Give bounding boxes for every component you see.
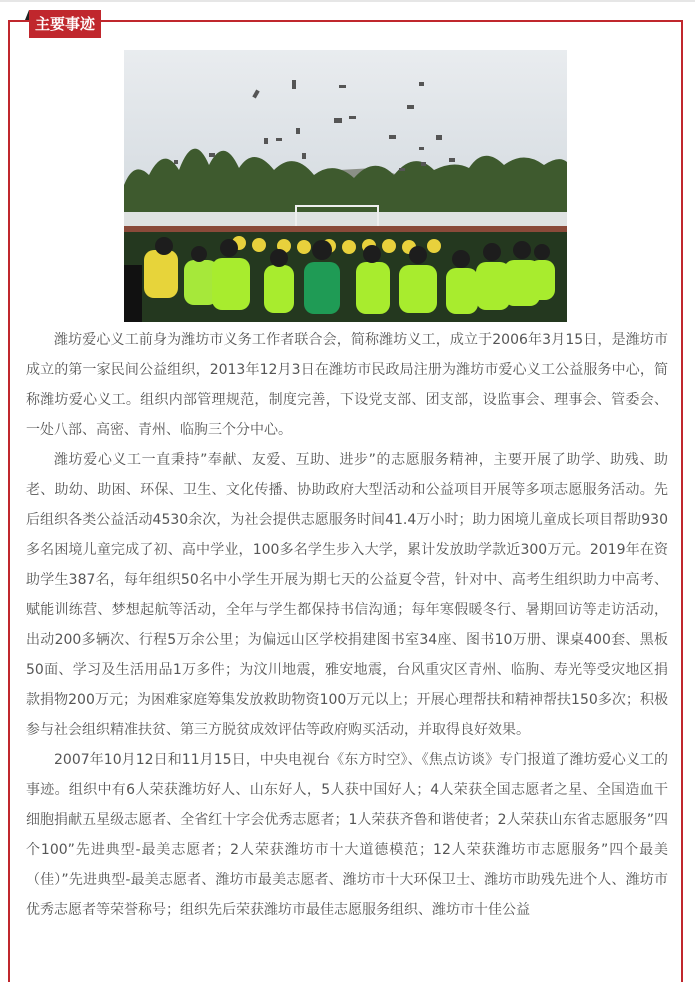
volunteers-photo [124, 50, 567, 322]
paragraph-intro: 潍坊爱心义工前身为潍坊市义务工作者联合会，简称潍坊义工，成立于2006年3月15日，是潍坊市成立的第一家民间公益组织，2013年12月3日在潍坊市民政局注册为潍坊市爱心义工公益服务中心，简称潍坊爱心义工。组织内部管理规范，制度完善，下设党支部、团支部，设监事会、理事会、管委会、一处八部、高密、青州、临朐三个分中心。 [26, 332, 668, 438]
paragraph-activities: 潍坊爱心义工一直秉持”奉献、友爱、互助、进步”的志愿服务精神，主要开展了助学、助残、助老、助幼、助困、环保、卫生、文化传播、协助政府大型活动和公益项目开展等多项志愿服务活动。先后组织各类公益活动4530余次，为社会提供志愿服务时间41.4万小时；助力困境儿童成长项目帮助930多名困境儿童完成了初、高中学业，100多名学生步入大学，累计发放助学款近300万元。2019年在资助学生387名，每年组织50名中小学生开展为期七天的公益夏令营，针对中、高考生组织助力中高考、赋能训练营、梦想起航等活动，全年与学生都保持书信沟通；每年寒假暖冬行、暑期回访等走访活动，出动200多辆次、行程5万余公里；为偏远山区学校捐建图书室34座、图书10万册、课桌400套、黑板50面、学习及生活用品1万多件；为汶川地震，雅安地震，台风重灾区青州、临朐、寿光等受灾地区捐款捐物200万元；为困难家庭筹集发放救助物资100万元以上；开展心理帮扶和精神帮扶150多次；积极参与社会组织精准扶贫、第三方脱贫成效评估等政府购买活动，并取得良好效果。 [26, 452, 668, 738]
article-body [26, 325, 668, 925]
top-divider [0, 0, 695, 2]
paragraph-honors: 2007年10月12日和11月15日，中央电视台《东方时空》、《焦点访谈》专门报道了潍坊爱心义工的事迹。组织中有6人荣获潍坊好人、山东好人，5人获中国好人；4人荣获全国志愿者之星、全国造血干细胞捐献五星级志愿者、全省红十字会优秀志愿者；1人荣获齐鲁和谐使者；2人荣获山东省志愿服务”四个100”先进典型-最美志愿者；2人荣获潍坊市十大道德模范；12人荣获潍坊市志愿服务”四个最美（佳）”先进典型-最美志愿者、潍坊市最美志愿者、潍坊市十大环保卫士、潍坊市助残先进个人、潍坊市优秀志愿者等荣誉称号；组织先后荣获潍坊市最佳志愿服务组织、潍坊市十佳公益 [26, 752, 668, 918]
wall [124, 212, 567, 226]
track [124, 226, 567, 232]
speaker [124, 265, 142, 322]
section-title-badge: 主要事迹 [29, 10, 101, 38]
